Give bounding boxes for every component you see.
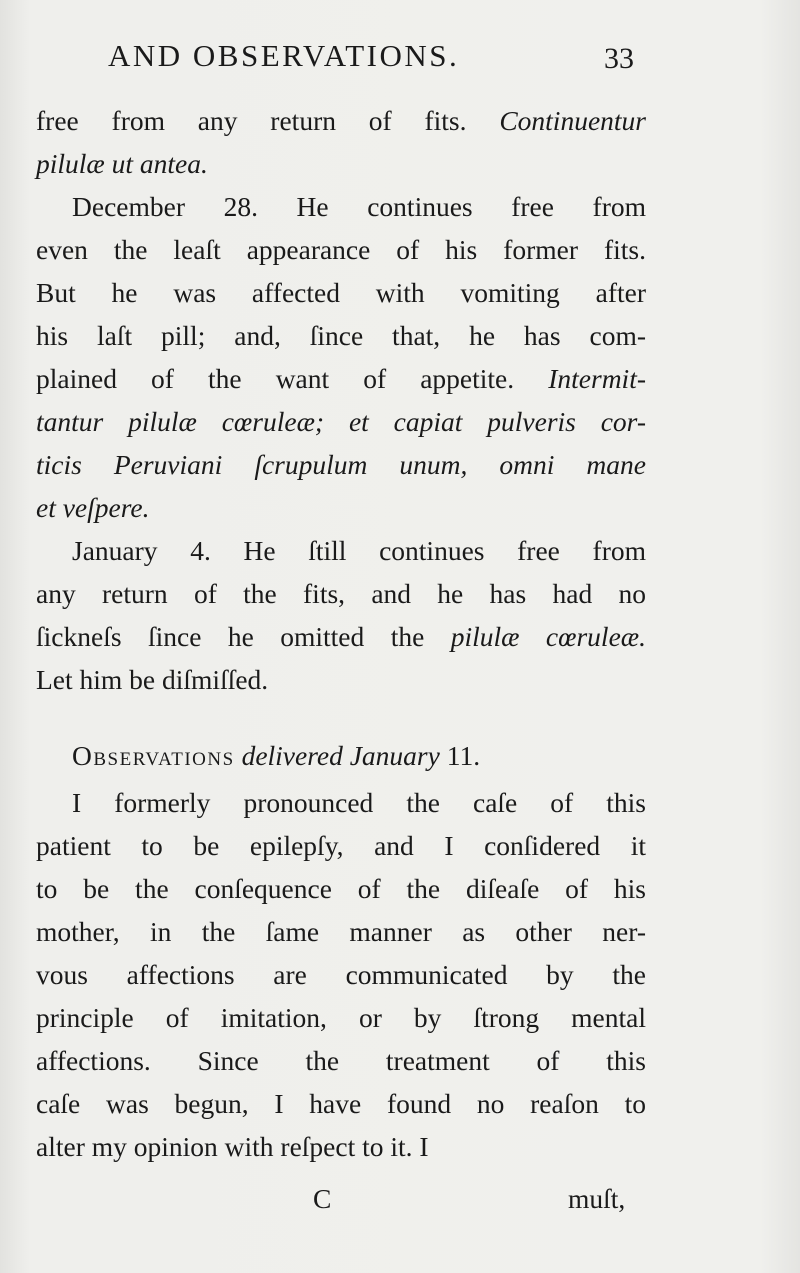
- page-number: 33: [604, 42, 634, 75]
- italic-latin-text: ticis Peruviani ſcrupulum unum, omni mane: [36, 449, 646, 480]
- line-text: vous affections are communicated by the: [36, 959, 646, 990]
- text-line: [36, 486, 646, 529]
- catchline: [0, 1179, 800, 1224]
- section-heading: [36, 731, 646, 781]
- heading-small-caps: Observations: [72, 740, 235, 771]
- heading-italic: delivered January: [241, 740, 440, 771]
- text-line: [36, 1125, 646, 1168]
- text-line: [36, 99, 646, 142]
- line-text: principle of imitation, or by ſtrong mental: [36, 1002, 646, 1033]
- line-text: patient to be epilepſy, and I conſidered it: [36, 830, 646, 861]
- text-line: [36, 824, 646, 867]
- text-line: [36, 228, 646, 271]
- signature-mark: C: [313, 1183, 332, 1214]
- text-line: [36, 443, 646, 486]
- line-text: Let him be diſmiſſed.: [36, 664, 269, 695]
- paragraph: [36, 529, 646, 701]
- line-text: mother, in the ſame manner as other ner-: [36, 916, 646, 947]
- text-line: [36, 953, 646, 996]
- line-text: caſe was begun, I have found no reaſon to: [36, 1088, 646, 1119]
- text-line: [36, 1082, 646, 1125]
- section-gap: [36, 701, 646, 731]
- italic-latin-text: tantur pilulæ cœruleæ; et capiat pulveris cor-: [36, 406, 646, 437]
- paragraph: [36, 99, 646, 185]
- italic-latin-text: Intermit-: [548, 363, 646, 394]
- text-line: [36, 400, 646, 443]
- text-line: [36, 142, 646, 185]
- line-text: affections. Since the treatment of this: [36, 1045, 646, 1076]
- body-text: [36, 99, 646, 1168]
- line-text: his laſt pill; and, ſince that, he has com-: [36, 320, 646, 351]
- line-text: But he was affected with vomiting after: [36, 277, 646, 308]
- line-text: even the leaſt appearance of his former fits.: [36, 234, 646, 265]
- text-line: [36, 781, 646, 824]
- line-text: plained of the want of appetite.: [36, 363, 549, 394]
- italic-latin-text: pilulæ cœruleæ.: [450, 621, 646, 652]
- line-text: December 28. He continues free from: [72, 191, 646, 222]
- text-line: [36, 572, 646, 615]
- running-head: AND OBSERVATIONS.: [108, 38, 460, 73]
- text-line: [36, 658, 646, 701]
- case-report-paragraphs: [36, 99, 646, 701]
- italic-latin-text: pilulæ ut antea.: [36, 148, 208, 179]
- catchword: muſt,: [568, 1183, 626, 1214]
- line-text: alter my opinion with reſpect to it. I: [36, 1131, 429, 1162]
- line-text: free from any return of fits.: [36, 105, 500, 136]
- text-line: [36, 271, 646, 314]
- heading-date: 11.: [446, 740, 481, 771]
- line-text: I formerly pronounced the caſe of this: [72, 787, 646, 818]
- text-line: [36, 910, 646, 953]
- text-line: [36, 867, 646, 910]
- text-line: [36, 185, 646, 228]
- text-line: [36, 615, 646, 658]
- text-line: [36, 529, 646, 572]
- line-text: to be the conſequence of the diſeaſe of his: [36, 873, 646, 904]
- italic-latin-text: Continuentur: [499, 105, 646, 136]
- line-text: any return of the fits, and he has had no: [36, 578, 646, 609]
- paragraph: [36, 185, 646, 529]
- text-line: [36, 1039, 646, 1082]
- italic-latin-text: et veſpere.: [36, 492, 150, 523]
- observations-paragraph: [36, 781, 646, 1168]
- text-line: [36, 996, 646, 1039]
- text-line: [36, 357, 646, 400]
- page-header: [0, 34, 800, 84]
- line-text: January 4. He ſtill continues free from: [72, 535, 646, 566]
- line-text: ſickneſs ſince he omitted the: [36, 621, 451, 652]
- text-line: [36, 314, 646, 357]
